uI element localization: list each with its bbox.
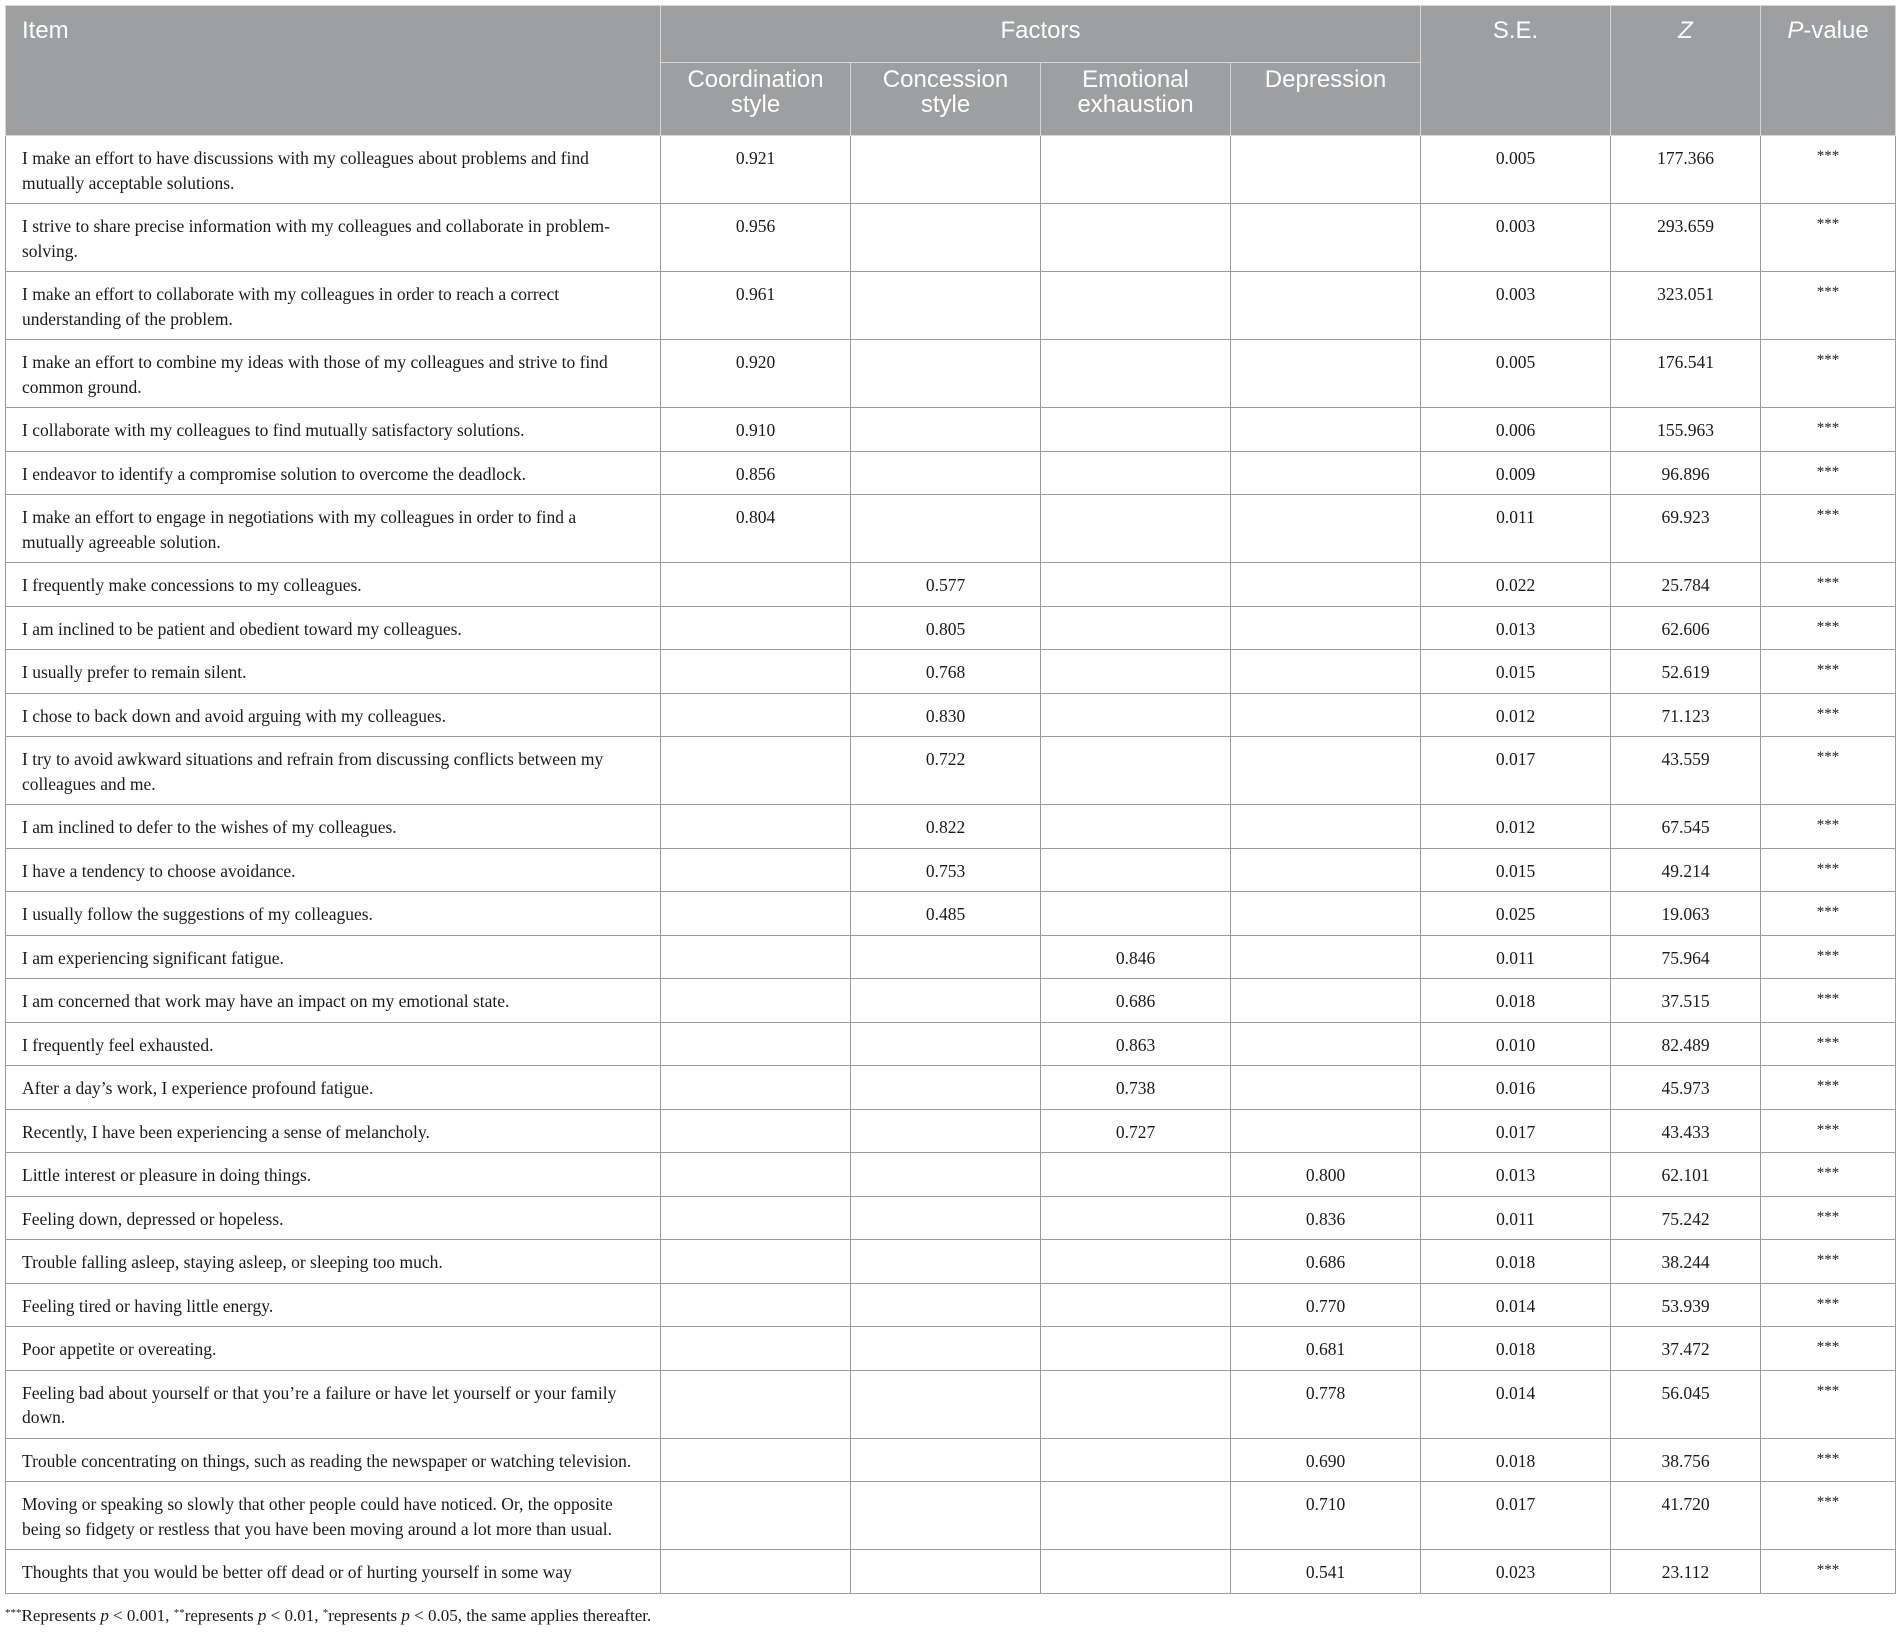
se-cell: 0.015	[1421, 650, 1611, 694]
item-cell: I make an effort to combine my ideas with those of my colleagues and strive to find common ground.	[6, 340, 661, 408]
z-cell: 19.063	[1611, 892, 1761, 936]
header-factor-line1: Emotional	[1082, 66, 1189, 93]
item-cell: I am experiencing significant fatigue.	[6, 935, 661, 979]
loading-cell-concession	[851, 495, 1041, 563]
loading-cell-coordination: 0.920	[661, 340, 851, 408]
loading-cell-depression	[1231, 204, 1421, 272]
se-cell: 0.018	[1421, 1240, 1611, 1284]
z-cell: 38.244	[1611, 1240, 1761, 1284]
loading-cell-coordination	[661, 693, 851, 737]
loading-cell-emotional	[1041, 408, 1231, 452]
footnote-sup: **	[173, 1606, 185, 1619]
header-p-italic: P	[1787, 17, 1804, 44]
table-header	[6, 6, 1896, 136]
loading-cell-concession	[851, 1240, 1041, 1284]
footnote-text: < 0.001,	[108, 1605, 174, 1625]
table-row	[6, 1550, 1896, 1594]
z-cell: 23.112	[1611, 1550, 1761, 1594]
z-cell: 56.045	[1611, 1370, 1761, 1438]
loading-cell-depression	[1231, 606, 1421, 650]
z-cell: 49.214	[1611, 848, 1761, 892]
table-row	[6, 1022, 1896, 1066]
table-row	[6, 650, 1896, 694]
z-cell: 38.756	[1611, 1438, 1761, 1482]
loading-cell-coordination: 0.961	[661, 272, 851, 340]
z-cell: 45.973	[1611, 1066, 1761, 1110]
z-cell: 62.101	[1611, 1153, 1761, 1197]
item-cell: I try to avoid awkward situations and refrain from discussing conflicts between my colleagues and me.	[6, 737, 661, 805]
header-z-text: Z	[1678, 17, 1693, 44]
z-cell: 155.963	[1611, 408, 1761, 452]
se-cell: 0.011	[1421, 1196, 1611, 1240]
loading-cell-concession	[851, 979, 1041, 1023]
loading-cell-concession	[851, 204, 1041, 272]
z-cell: 37.472	[1611, 1327, 1761, 1371]
header-factors: Factors	[661, 6, 1421, 63]
table-container	[5, 5, 1895, 1627]
loading-cell-depression	[1231, 935, 1421, 979]
header-factor-emotional	[1041, 63, 1231, 136]
table-row	[6, 1327, 1896, 1371]
table-body	[6, 136, 1896, 1594]
p-value-cell: ***	[1761, 204, 1896, 272]
z-cell: 37.515	[1611, 979, 1761, 1023]
loading-cell-emotional	[1041, 737, 1231, 805]
loading-cell-depression	[1231, 805, 1421, 849]
z-cell: 293.659	[1611, 204, 1761, 272]
loading-cell-emotional	[1041, 136, 1231, 204]
loading-cell-coordination: 0.856	[661, 451, 851, 495]
table-row	[6, 892, 1896, 936]
header-factor-coordination	[661, 63, 851, 136]
loading-cell-coordination: 0.921	[661, 136, 851, 204]
item-cell: I strive to share precise information with my colleagues and collaborate in problem-solving.	[6, 204, 661, 272]
item-cell: I make an effort to collaborate with my colleagues in order to reach a correct understanding of the problem.	[6, 272, 661, 340]
table-row	[6, 340, 1896, 408]
se-cell: 0.009	[1421, 451, 1611, 495]
table-row	[6, 1196, 1896, 1240]
loading-cell-concession	[851, 272, 1041, 340]
table-footnote	[5, 1602, 1895, 1627]
se-cell: 0.003	[1421, 204, 1611, 272]
p-value-cell: ***	[1761, 935, 1896, 979]
loading-cell-emotional	[1041, 1283, 1231, 1327]
z-cell: 43.433	[1611, 1109, 1761, 1153]
loading-cell-concession	[851, 340, 1041, 408]
item-cell: Poor appetite or overeating.	[6, 1327, 661, 1371]
loading-cell-coordination	[661, 606, 851, 650]
item-cell: Trouble concentrating on things, such as reading the newspaper or watching television.	[6, 1438, 661, 1482]
loading-cell-concession: 0.805	[851, 606, 1041, 650]
p-value-cell: ***	[1761, 1370, 1896, 1438]
item-cell: Trouble falling asleep, staying asleep, or sleeping too much.	[6, 1240, 661, 1284]
loading-cell-coordination	[661, 1550, 851, 1594]
z-cell: 67.545	[1611, 805, 1761, 849]
table-row	[6, 1370, 1896, 1438]
loading-cell-depression: 0.690	[1231, 1438, 1421, 1482]
z-cell: 69.923	[1611, 495, 1761, 563]
se-cell: 0.016	[1421, 1066, 1611, 1110]
loading-cell-depression	[1231, 650, 1421, 694]
loading-cell-concession	[851, 1196, 1041, 1240]
p-value-cell: ***	[1761, 408, 1896, 452]
loading-cell-concession	[851, 1327, 1041, 1371]
loading-cell-coordination	[661, 1482, 851, 1550]
loading-cell-concession	[851, 935, 1041, 979]
se-cell: 0.023	[1421, 1550, 1611, 1594]
z-cell: 62.606	[1611, 606, 1761, 650]
se-cell: 0.025	[1421, 892, 1611, 936]
loading-cell-concession: 0.577	[851, 563, 1041, 607]
loading-cell-concession: 0.722	[851, 737, 1041, 805]
item-cell: I am inclined to be patient and obedient toward my colleagues.	[6, 606, 661, 650]
loading-cell-concession	[851, 1022, 1041, 1066]
loading-cell-emotional	[1041, 451, 1231, 495]
z-cell: 75.964	[1611, 935, 1761, 979]
item-cell: I am concerned that work may have an impact on my emotional state.	[6, 979, 661, 1023]
loading-cell-coordination	[661, 1240, 851, 1284]
p-value-cell: ***	[1761, 495, 1896, 563]
loading-cell-emotional	[1041, 1482, 1231, 1550]
header-factor-line1: Concession	[882, 66, 1009, 93]
loading-cell-concession	[851, 1370, 1041, 1438]
loading-cell-emotional	[1041, 650, 1231, 694]
footnote-sup: ***	[5, 1606, 22, 1619]
loading-cell-concession	[851, 1153, 1041, 1197]
loading-cell-emotional	[1041, 1438, 1231, 1482]
loading-cell-coordination	[661, 848, 851, 892]
header-p-rest: -value	[1803, 17, 1869, 44]
z-cell: 25.784	[1611, 563, 1761, 607]
loading-cell-depression: 0.778	[1231, 1370, 1421, 1438]
footnote-text: represents	[328, 1605, 402, 1625]
table-row	[6, 848, 1896, 892]
loading-cell-depression	[1231, 408, 1421, 452]
table-row	[6, 136, 1896, 204]
p-value-cell: ***	[1761, 136, 1896, 204]
loading-cell-coordination	[661, 1153, 851, 1197]
loading-cell-emotional	[1041, 1153, 1231, 1197]
loading-cell-emotional: 0.686	[1041, 979, 1231, 1023]
footnote-p: p	[100, 1605, 109, 1625]
p-value-cell: ***	[1761, 848, 1896, 892]
item-cell: Feeling down, depressed or hopeless.	[6, 1196, 661, 1240]
loading-cell-emotional	[1041, 1240, 1231, 1284]
loading-cell-depression	[1231, 272, 1421, 340]
loading-cell-emotional	[1041, 606, 1231, 650]
p-value-cell: ***	[1761, 340, 1896, 408]
loading-cell-emotional	[1041, 1550, 1231, 1594]
header-factor-line2: style	[730, 91, 781, 118]
se-cell: 0.005	[1421, 136, 1611, 204]
p-value-cell: ***	[1761, 1327, 1896, 1371]
loading-cell-concession	[851, 1482, 1041, 1550]
footnote-p: p	[257, 1605, 267, 1625]
se-cell: 0.018	[1421, 1438, 1611, 1482]
loading-cell-depression: 0.541	[1231, 1550, 1421, 1594]
loading-cell-depression	[1231, 1066, 1421, 1110]
loading-cell-depression: 0.800	[1231, 1153, 1421, 1197]
loading-cell-depression	[1231, 1109, 1421, 1153]
loading-cell-concession	[851, 1066, 1041, 1110]
loading-cell-emotional	[1041, 848, 1231, 892]
loading-cell-emotional	[1041, 563, 1231, 607]
item-cell: I usually follow the suggestions of my colleagues.	[6, 892, 661, 936]
se-cell: 0.014	[1421, 1370, 1611, 1438]
header-se: S.E.	[1421, 6, 1611, 136]
loading-cell-emotional	[1041, 1327, 1231, 1371]
table-row	[6, 1438, 1896, 1482]
item-cell: Feeling bad about yourself or that you’re a failure or have let yourself or your family down.	[6, 1370, 661, 1438]
se-cell: 0.011	[1421, 495, 1611, 563]
loading-cell-concession	[851, 451, 1041, 495]
item-cell: I frequently make concessions to my colleagues.	[6, 563, 661, 607]
se-cell: 0.022	[1421, 563, 1611, 607]
loading-cell-emotional	[1041, 1196, 1231, 1240]
item-cell: I make an effort to have discussions with my colleagues about problems and find mutually acceptable solutions.	[6, 136, 661, 204]
z-cell: 75.242	[1611, 1196, 1761, 1240]
p-value-cell: ***	[1761, 1482, 1896, 1550]
se-cell: 0.012	[1421, 805, 1611, 849]
header-factor-line2: style	[920, 91, 971, 118]
header-factor-line2: exhaustion	[1077, 91, 1194, 118]
table-row	[6, 1109, 1896, 1153]
p-value-cell: ***	[1761, 650, 1896, 694]
footnote-text: < 0.05, the same applies thereafter.	[409, 1605, 652, 1625]
p-value-cell: ***	[1761, 693, 1896, 737]
loading-cell-coordination	[661, 979, 851, 1023]
p-value-cell: ***	[1761, 272, 1896, 340]
loading-cell-concession: 0.485	[851, 892, 1041, 936]
header-factor-concession	[851, 63, 1041, 136]
loading-cell-coordination	[661, 1283, 851, 1327]
loading-cell-depression	[1231, 563, 1421, 607]
loading-cell-coordination	[661, 892, 851, 936]
loading-cell-coordination	[661, 1438, 851, 1482]
table-row	[6, 979, 1896, 1023]
loading-cell-depression	[1231, 340, 1421, 408]
table-row	[6, 1482, 1896, 1550]
factor-loadings-table	[5, 5, 1896, 1594]
p-value-cell: ***	[1761, 606, 1896, 650]
loading-cell-depression	[1231, 979, 1421, 1023]
loading-cell-emotional	[1041, 1370, 1231, 1438]
loading-cell-emotional: 0.846	[1041, 935, 1231, 979]
p-value-cell: ***	[1761, 892, 1896, 936]
loading-cell-coordination	[661, 650, 851, 694]
loading-cell-coordination	[661, 1109, 851, 1153]
item-cell: After a day’s work, I experience profound fatigue.	[6, 1066, 661, 1110]
header-factor-line1: Depression	[1264, 66, 1387, 93]
table-row	[6, 1066, 1896, 1110]
loading-cell-emotional	[1041, 805, 1231, 849]
se-cell: 0.012	[1421, 693, 1611, 737]
p-value-cell: ***	[1761, 1022, 1896, 1066]
loading-cell-depression: 0.836	[1231, 1196, 1421, 1240]
item-cell: Recently, I have been experiencing a sense of melancholy.	[6, 1109, 661, 1153]
se-cell: 0.011	[1421, 935, 1611, 979]
table-row	[6, 563, 1896, 607]
table-row	[6, 272, 1896, 340]
p-value-cell: ***	[1761, 451, 1896, 495]
table-row	[6, 737, 1896, 805]
item-cell: I usually prefer to remain silent.	[6, 650, 661, 694]
se-cell: 0.010	[1421, 1022, 1611, 1066]
item-cell: I frequently feel exhausted.	[6, 1022, 661, 1066]
loading-cell-coordination: 0.910	[661, 408, 851, 452]
loading-cell-coordination	[661, 1066, 851, 1110]
p-value-cell: ***	[1761, 563, 1896, 607]
loading-cell-depression: 0.681	[1231, 1327, 1421, 1371]
p-value-cell: ***	[1761, 737, 1896, 805]
p-value-cell: ***	[1761, 805, 1896, 849]
z-cell: 96.896	[1611, 451, 1761, 495]
loading-cell-concession: 0.830	[851, 693, 1041, 737]
loading-cell-depression	[1231, 737, 1421, 805]
z-cell: 82.489	[1611, 1022, 1761, 1066]
table-row	[6, 495, 1896, 563]
loading-cell-depression: 0.686	[1231, 1240, 1421, 1284]
loading-cell-emotional	[1041, 340, 1231, 408]
loading-cell-depression	[1231, 495, 1421, 563]
z-cell: 43.559	[1611, 737, 1761, 805]
loading-cell-depression	[1231, 892, 1421, 936]
loading-cell-coordination: 0.956	[661, 204, 851, 272]
se-cell: 0.018	[1421, 979, 1611, 1023]
p-value-cell: ***	[1761, 1240, 1896, 1284]
table-row	[6, 693, 1896, 737]
loading-cell-coordination	[661, 1370, 851, 1438]
p-value-cell: ***	[1761, 1153, 1896, 1197]
loading-cell-coordination	[661, 737, 851, 805]
loading-cell-depression	[1231, 693, 1421, 737]
footnote-text: < 0.01,	[266, 1605, 323, 1625]
item-cell: I am inclined to defer to the wishes of my colleagues.	[6, 805, 661, 849]
z-cell: 323.051	[1611, 272, 1761, 340]
loading-cell-depression	[1231, 848, 1421, 892]
loading-cell-concession	[851, 136, 1041, 204]
loading-cell-emotional: 0.738	[1041, 1066, 1231, 1110]
loading-cell-coordination	[661, 563, 851, 607]
item-cell: Moving or speaking so slowly that other people could have noticed. Or, the opposite being so fidgety or restless that you have been moving around a lot more than usual.	[6, 1482, 661, 1550]
item-cell: I chose to back down and avoid arguing with my colleagues.	[6, 693, 661, 737]
item-cell: I have a tendency to choose avoidance.	[6, 848, 661, 892]
table-row	[6, 1153, 1896, 1197]
loading-cell-concession	[851, 1550, 1041, 1594]
se-cell: 0.003	[1421, 272, 1611, 340]
loading-cell-concession: 0.753	[851, 848, 1041, 892]
se-cell: 0.017	[1421, 737, 1611, 805]
p-value-cell: ***	[1761, 1550, 1896, 1594]
loading-cell-concession	[851, 1438, 1041, 1482]
table-row	[6, 451, 1896, 495]
loading-cell-concession	[851, 408, 1041, 452]
loading-cell-coordination	[661, 1196, 851, 1240]
se-cell: 0.006	[1421, 408, 1611, 452]
loading-cell-emotional	[1041, 892, 1231, 936]
loading-cell-emotional: 0.727	[1041, 1109, 1231, 1153]
se-cell: 0.005	[1421, 340, 1611, 408]
item-cell: I endeavor to identify a compromise solution to overcome the deadlock.	[6, 451, 661, 495]
se-cell: 0.013	[1421, 1153, 1611, 1197]
header-z	[1611, 6, 1761, 136]
item-cell: Little interest or pleasure in doing things.	[6, 1153, 661, 1197]
header-item: Item	[6, 6, 661, 136]
loading-cell-depression: 0.710	[1231, 1482, 1421, 1550]
loading-cell-coordination	[661, 1327, 851, 1371]
p-value-cell: ***	[1761, 1109, 1896, 1153]
z-cell: 176.541	[1611, 340, 1761, 408]
loading-cell-concession: 0.768	[851, 650, 1041, 694]
loading-cell-concession	[851, 1109, 1041, 1153]
loading-cell-depression	[1231, 1022, 1421, 1066]
header-p-value	[1761, 6, 1896, 136]
item-cell: Feeling tired or having little energy.	[6, 1283, 661, 1327]
se-cell: 0.017	[1421, 1109, 1611, 1153]
loading-cell-concession	[851, 1283, 1041, 1327]
se-cell: 0.014	[1421, 1283, 1611, 1327]
z-cell: 177.366	[1611, 136, 1761, 204]
footnote-sup: *	[322, 1606, 329, 1619]
p-value-cell: ***	[1761, 979, 1896, 1023]
p-value-cell: ***	[1761, 1196, 1896, 1240]
se-cell: 0.017	[1421, 1482, 1611, 1550]
loading-cell-coordination	[661, 935, 851, 979]
loading-cell-emotional	[1041, 693, 1231, 737]
table-row	[6, 606, 1896, 650]
loading-cell-emotional: 0.863	[1041, 1022, 1231, 1066]
loading-cell-coordination	[661, 1022, 851, 1066]
p-value-cell: ***	[1761, 1438, 1896, 1482]
loading-cell-emotional	[1041, 272, 1231, 340]
item-cell: I make an effort to engage in negotiations with my colleagues in order to find a mutually agreeable solution.	[6, 495, 661, 563]
footnote-text: Represents	[21, 1605, 101, 1625]
table-row	[6, 1283, 1896, 1327]
item-cell: I collaborate with my colleagues to find mutually satisfactory solutions.	[6, 408, 661, 452]
table-row	[6, 1240, 1896, 1284]
table-row	[6, 935, 1896, 979]
z-cell: 53.939	[1611, 1283, 1761, 1327]
z-cell: 52.619	[1611, 650, 1761, 694]
se-cell: 0.015	[1421, 848, 1611, 892]
footnote-p: p	[401, 1605, 410, 1625]
loading-cell-coordination: 0.804	[661, 495, 851, 563]
header-factor-depression	[1231, 63, 1421, 136]
p-value-cell: ***	[1761, 1283, 1896, 1327]
footnote-text: represents	[184, 1605, 258, 1625]
z-cell: 41.720	[1611, 1482, 1761, 1550]
item-cell: Thoughts that you would be better off dead or of hurting yourself in some way	[6, 1550, 661, 1594]
loading-cell-depression	[1231, 451, 1421, 495]
table-row	[6, 408, 1896, 452]
se-cell: 0.013	[1421, 606, 1611, 650]
header-factor-line1: Coordination	[687, 66, 824, 93]
z-cell: 71.123	[1611, 693, 1761, 737]
loading-cell-coordination	[661, 805, 851, 849]
loading-cell-depression	[1231, 136, 1421, 204]
p-value-cell: ***	[1761, 1066, 1896, 1110]
loading-cell-emotional	[1041, 495, 1231, 563]
se-cell: 0.018	[1421, 1327, 1611, 1371]
table-row	[6, 204, 1896, 272]
table-row	[6, 805, 1896, 849]
loading-cell-emotional	[1041, 204, 1231, 272]
loading-cell-concession: 0.822	[851, 805, 1041, 849]
loading-cell-depression: 0.770	[1231, 1283, 1421, 1327]
